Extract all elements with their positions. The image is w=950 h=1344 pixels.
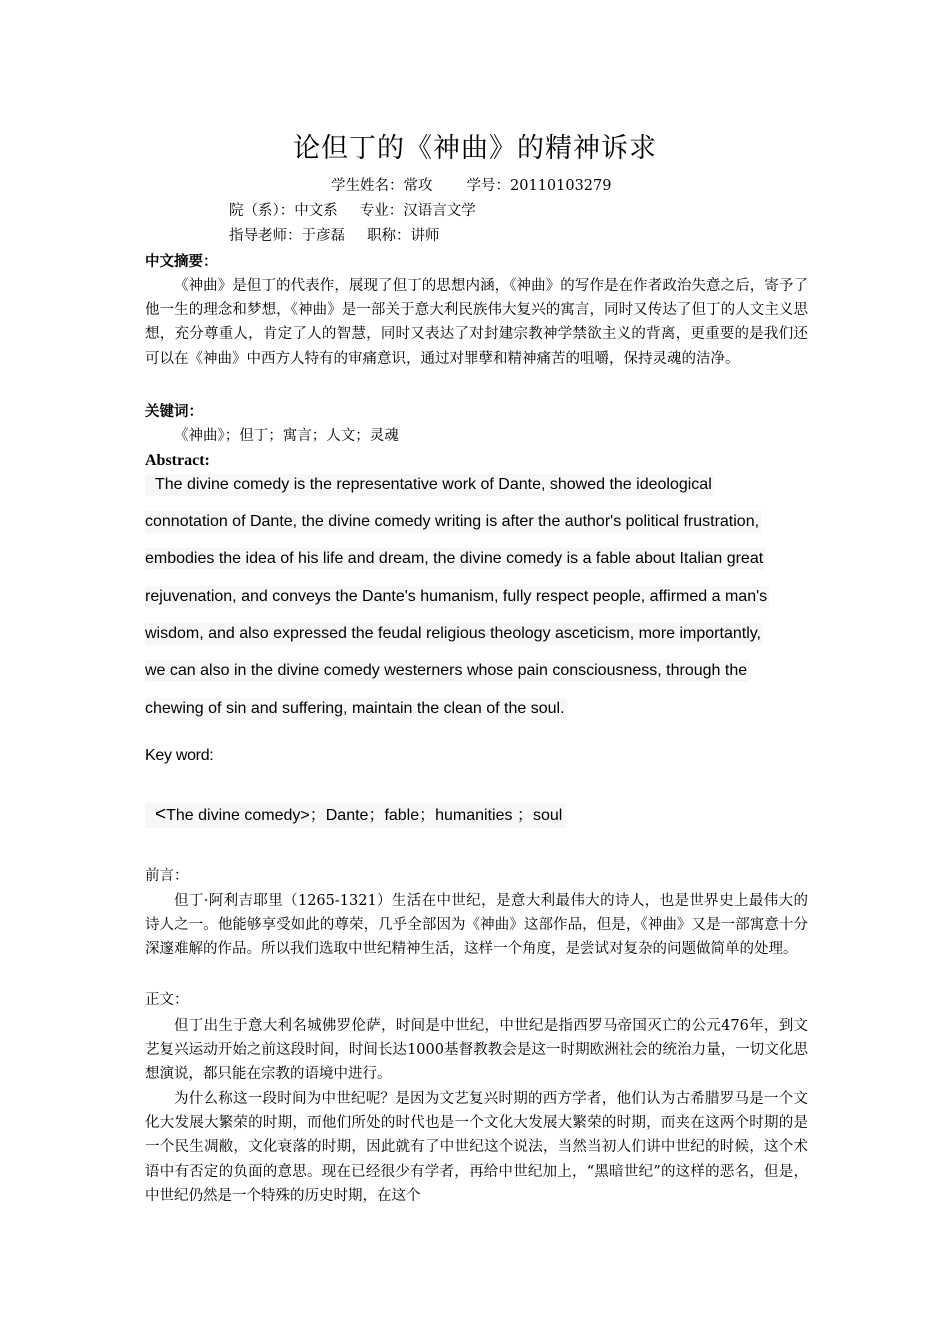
preface-heading: 前言： xyxy=(145,868,189,884)
paper-title: 论但丁的《神曲》的精神诉求 xyxy=(293,133,657,164)
department-info-line xyxy=(229,200,476,222)
keywords-cn-text: 《神曲》；但丁；寓言；人文；灵魂 xyxy=(174,428,399,444)
advisor-rank: 职称：讲师 xyxy=(367,228,440,244)
keywords-cn-heading: 关键词： xyxy=(145,404,203,420)
student-name: 学生姓名：常攻 xyxy=(331,178,433,194)
major: 专业：汉语言文学 xyxy=(359,203,476,219)
advisor-info-line xyxy=(229,225,440,247)
abstract-en-line: connotation of Dante, the divine comedy writing is after the author's political frustration, xyxy=(145,511,761,533)
keywords-en-open-bracket: < xyxy=(155,804,167,825)
student-id: 学号：20110103279 xyxy=(466,178,612,194)
abstract-en-line: embodies the idea of his life and dream, the divine comedy is a fable about Italian great xyxy=(145,548,765,570)
preface-text: 但丁·阿利吉耶里（1265-1321）生活在中世纪，是意大利最伟大的诗人，也是世界史上最伟大的诗人之一。他能够享受如此的尊荣，几乎全部因为《神曲》这部作品，但是，《神曲》又是一部寓意十分深邃难解的作品。所以我们选取中世纪精神生活，这样一个角度，是尝试对复杂的问题做简单的处理。 xyxy=(145,893,808,958)
keywords-en-text: The divine comedy>；Dante；fable；humanities ；soul xyxy=(166,807,563,824)
advisor: 指导老师：于彦磊 xyxy=(229,228,345,244)
body-heading: 正文： xyxy=(145,992,189,1008)
abstract-en-line: The divine comedy is the representative work of Dante, showed the ideological xyxy=(145,474,714,496)
abstract-en-line: wisdom, and also expressed the feudal religious theology asceticism, more importantly, xyxy=(145,623,763,645)
body-paragraph-2: 为什么称这一段时间为中世纪呢？是因为文艺复兴时期的西方学者，他们认为古希腊罗马是一个文化大发展大繁荣的时期，而他们所处的时代也是一个文化大发展大繁荣的时期，而夹在这两个时期的是一个民生凋敝，文化衰落的时期，因此就有了中世纪这个说法，当然当初人们讲中世纪的时候，这个术语中有否定的负面的意思。现在已经很少有学者，再给中世纪加上，“黑暗世纪”的这样的恶名，但是，中世纪仍然是一个特殊的历史时期，在这个 xyxy=(145,1091,808,1204)
department: 院（系）：中文系 xyxy=(229,203,338,219)
abstract-cn-text: 《神曲》是但丁的代表作，展现了但丁的思想内涵，《神曲》的写作是在作者政治失意之后，寄予了他一生的理念和梦想，《神曲》是一部关于意大利民族伟大复兴的寓言，同时又传达了但丁的人文主义思想，充分尊重人，肯定了人的智慧，同时又表达了对封建宗教神学禁欲主义的背离，更重要的是我们还可以在《神曲》中西方人特有的审痛意识，通过对罪孽和精神痛苦的咀嚼，保持灵魂的洁净。 xyxy=(145,278,808,367)
keywords-en-heading: Key word: xyxy=(145,747,214,764)
abstract-en-heading: Abstract: xyxy=(145,452,210,469)
student-info-line xyxy=(331,175,611,197)
keywords-en-list xyxy=(145,803,566,828)
abstract-en-line: rejuvenation, and conveys the Dante's humanism, fully respect people, affirmed a man's xyxy=(145,586,769,608)
abstract-cn-heading: 中文摘要： xyxy=(145,254,218,270)
body-paragraph-1: 但丁出生于意大利名城佛罗伦萨，时间是中世纪，中世纪是指西罗马帝国灭亡的公元476年，到文艺复兴运动开始之前这段时间，时间长达1000基督教教会是这一时期欧洲社会的统治力量，一切文化思想演说，都只能在宗教的语境中进行。 xyxy=(145,1018,808,1083)
abstract-en-line: chewing of sin and suffering, maintain the clean of the soul. xyxy=(145,698,567,720)
abstract-en-line: we can also in the divine comedy westerners whose pain consciousness, through the xyxy=(145,660,749,682)
